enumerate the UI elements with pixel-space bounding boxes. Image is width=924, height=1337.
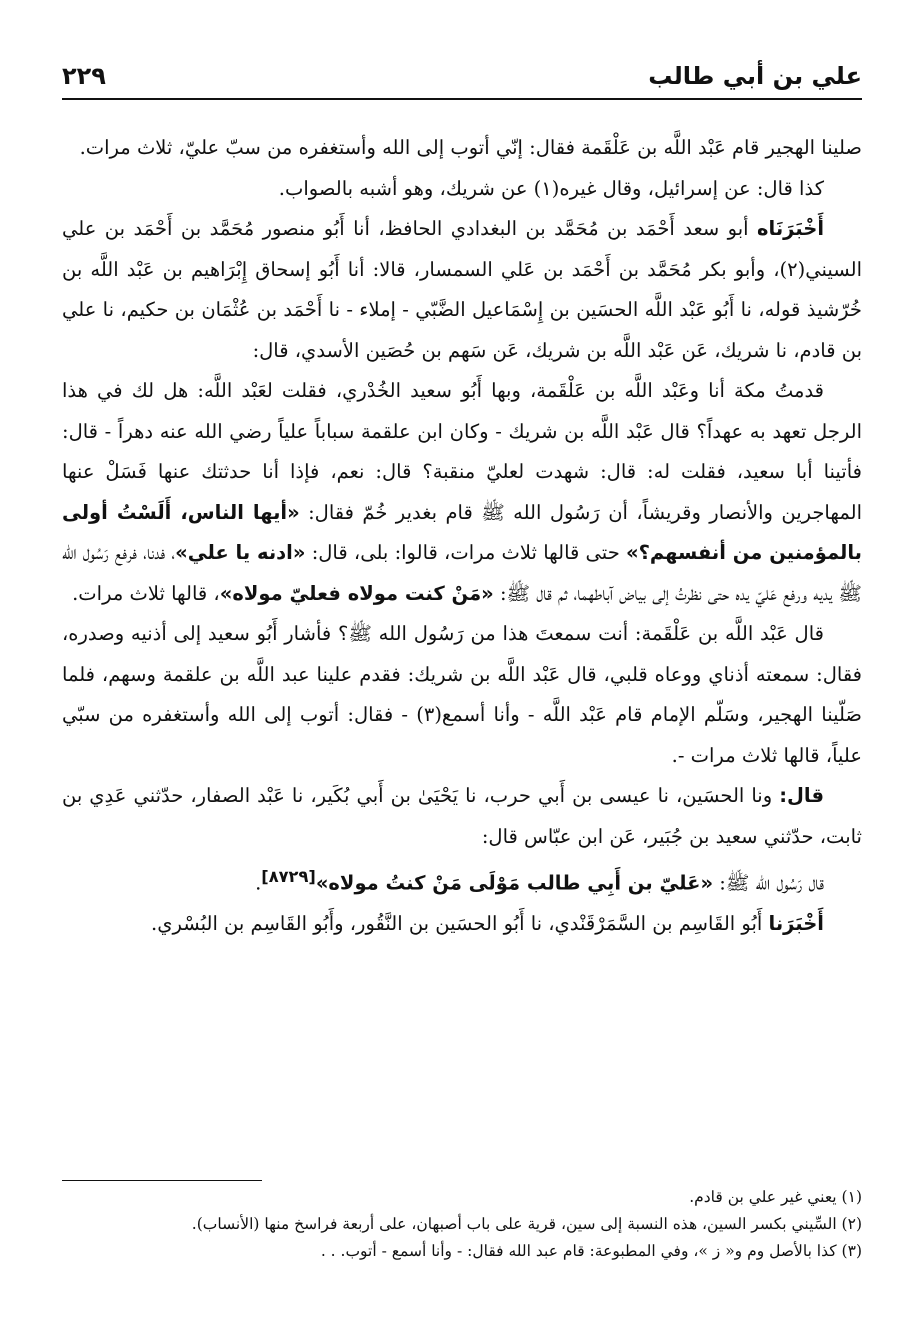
footnotes xyxy=(62,1184,862,1265)
page-header xyxy=(62,58,862,98)
paragraph-6: قال: ونا الحسَين، نا عيسى بن أَبي حرب، نا يَحْيَىٰ بن أَبي بُكَير، نا عَبْد الصفار، حدّثني عَدِي بن ثابت، حدّثني سعيد بن جُبَير، عَن ابن عبّاس قال: xyxy=(62,784,862,848)
header-rule xyxy=(62,98,862,100)
hadith-quote-4: «عَليّ بن أَبِي طالب مَوْلَى مَنْ كنتُ مولاه» xyxy=(315,871,714,895)
footnote-rule xyxy=(62,1180,262,1181)
footnote-1: (١) يعني غير علي بن قادم. xyxy=(689,1188,862,1206)
paragraph-5: قال عَبْد اللَّه بن عَلْقَمة: أنت سمعتَ هذا من رَسُول الله ﷺ؟ فأشار أَبُو سعيد إلى أذنيه وصدره، فقال: سمعته أذناي ووعاه قلبي، قال عَبْد اللَّه بن شريك: فقدم علينا عبد اللَّه بن علقمة وسهم، فلما صَلّينا الهجير، وسَلّم الإمام قام عَبْد اللَّه - وأنا أسمع(٣) - فقال: أتوب إلى الله وأستغفره من سبّي علياً، قالها ثلاث مرات -. xyxy=(62,622,862,767)
paragraph-4: قدمتُ مكة أنا وعَبْد اللَّه بن عَلْقَمة، وبها أَبُو سعيد الخُدْري، فقلت لعَبْد اللَّه: هل لك في هذا الرجل تعهد به عهداً؟ قال عَبْد اللَّه بن شريك - وكان ابن علقمة سباباً علياً رضي الله عنه دهراً - قال: فأتينا أبا سعيد، فقلت له: قال: شهدت لعليّ منقبة؟ قال: نعم، فإذا أنا حدثتك عنها فَسَلْ عنها المهاجرين والأنصار وقريشاً، أن رَسُول الله ﷺ قام بغدير خُمّ فقال: «أيها الناس، أَلَسْتُ أولى بالمؤمنين من أنفسهم؟» حتى قالها ثلاث مرات، قالوا: بلى، قال: «ادنه يا علي»، فدنا، فرفع رَسُول الله ﷺ يديه ورفع عَليّ يده حتى نظرتُ إلى بياض آباطهما، ثم قال ﷺ: «مَنْ كنت مولاه فعليّ مولاه»، قالها ثلاث مرات. xyxy=(62,379,862,605)
running-title: علي بن أبي طالب xyxy=(648,62,862,90)
hadith-quote-1: «أيها الناس، أَلَسْتُ أولى بالمؤمنين من أنفسهم؟» xyxy=(62,500,862,564)
hadith-reference-number: [٨٧٢٩] xyxy=(261,867,316,886)
hadith-quote-3: «مَنْ كنت مولاه فعليّ مولاه» xyxy=(219,581,494,605)
qala-lead: قال: xyxy=(779,784,824,807)
footnote-3: (٣) كذا بالأصل وم و« ز »، وفي المطبوعة: قام عبد الله فقال: - وأنا أسمع - أتوب. . . xyxy=(320,1242,862,1260)
paragraph-2: كذا قال: عن إسرائيل، وقال غيره(١) عن شريك، وهو أشبه بالصواب. xyxy=(278,176,824,200)
paragraph-1: صلينا الهجير قام عَبْد اللَّه بن عَلْقَمة فقال: إنّي أتوب إلى الله وأستغفره من سبّ عليّ، ثلاث مرات. xyxy=(79,136,862,159)
body-text xyxy=(62,128,862,945)
paragraph-3: أَخْبَرَنَاه أبو سعد أَحْمَد بن مُحَمَّد بن البغدادي الحافظ، أنا أَبُو منصور مُحَمَّد بن أَحْمَد بن علي السيني(٢)، وأبو بكر مُحَمَّد بن أَحْمَد بن عَلي السمسار، قالا: أنا أَبُو إسحاق إِبْرَاهيم بن عَبْد اللَّه بن خُرّشيذ قوله، نا أَبُو عَبْد اللَّه الحسَين بن إِسْمَاعيل الضَّبّي - إملاء - نا أَحْمَد بن عُثْمَان بن حكيم، نا علي بن قادم، نا شريك، عَن عَبْد اللَّه بن شريك، عَن سَهم بن حُصَين الأسدي، قال: xyxy=(62,217,862,362)
page-number: ٢٢٩ xyxy=(62,62,106,90)
akhbarana-lead-2: أَخْبَرَنا xyxy=(768,912,824,935)
akhbarana-lead: أَخْبَرَنَاه xyxy=(757,217,824,240)
paragraph-8: أَخْبَرَنا أَبُو القَاسِم بن السَّمَرْقَنْدي، نا أَبُو الحسَين بن النَّقُور، وأَبُو القَاسِم بن البُسْري. xyxy=(151,912,824,935)
hadith-quote-2: «ادنه يا علي» xyxy=(175,541,306,564)
footnote-2: (٢) السِّيني بكسر السين، هذه النسبة إلى سين، قرية على باب أصبهان، على أربعة فراسخ منها (الأنساب). xyxy=(191,1215,862,1233)
paragraph-7: قال رَسُول الله ﷺ: «عَليّ بن أَبِي طالب مَوْلَى مَنْ كنتُ مولاه»[٨٧٢٩]. xyxy=(255,867,824,895)
